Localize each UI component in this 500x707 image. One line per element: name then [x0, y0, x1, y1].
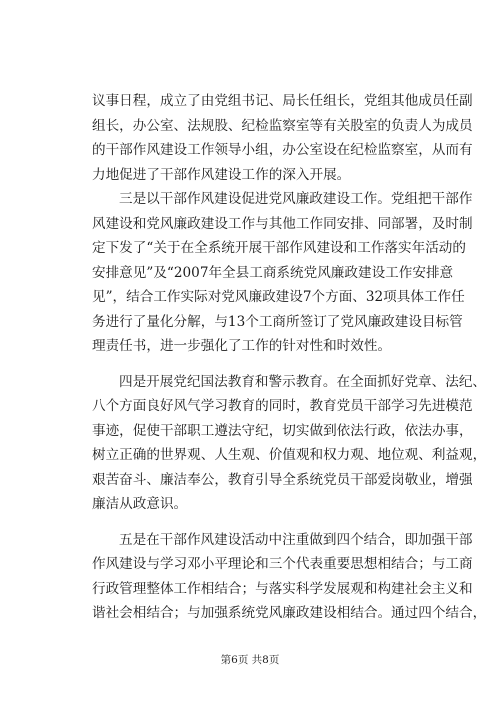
text-line: 议事日程，成立了由党组书记、局长任组长，党组其他成员任副	[92, 93, 473, 109]
text-line: 三是以干部作风建设促进党风廉政建设工作。党组把干部作	[119, 191, 473, 207]
text-line: 事迹，促使干部职工遵法守纪，切实做到依法行政，依法办事，	[92, 422, 473, 439]
text-line: 安排意见”及“2007年全县工商系统党风廉政建设工作安排意	[92, 264, 454, 281]
paragraph-leading-continuation	[92, 89, 473, 187]
text-line: 风建设和党风廉政建设工作与其他工作同安排、同部署，及时制	[92, 215, 473, 232]
text-line: 组长，办公室、法规股、纪检监察室等有关股室的负责人为成员	[92, 117, 473, 134]
page-number-footer: 第6页 共8页	[220, 654, 280, 666]
paragraph-five	[92, 528, 487, 626]
text-line: 廉洁从政意识。	[92, 496, 188, 512]
text-line: 定下发了“关于在全系统开展干部作风建设和工作落实年活动的	[92, 240, 466, 256]
text-line: 树立正确的世界观、人生观、价值观和权力观、地位观、利益观，	[92, 447, 487, 463]
text-line: 务进行了量化分解，与13个工商所签订了党风廉政建设目标管	[92, 313, 463, 330]
text-line: 力地促进了干部作风建设工作的深入开展。	[92, 166, 351, 183]
text-line: 八个方面良好风气学习教育的同时，教育党员干部学习先进模范	[92, 398, 473, 414]
text-line: 见”，结合工作实际对党风廉政建设7个方面、32项具体工作任	[92, 289, 465, 305]
paragraph-three	[92, 187, 473, 359]
text-line: 作风建设与学习邓小平理论和三个代表重要思想相结合；与工商	[92, 556, 473, 572]
text-line: 的干部作风建设工作领导小组，办公室设在纪检监察室，从而有	[92, 142, 473, 158]
text-line: 行政管理整体工作相结合；与落实科学发展观和构建社会主义和	[92, 580, 473, 597]
text-line: 艰苦奋斗、廉洁奉公，教育引导全系统党员干部爱岗敬业，增强	[92, 471, 473, 488]
text-line: 四是开展党纪国法教育和警示教育。在全面抓好党章、法纪、	[119, 373, 487, 390]
document-body	[92, 89, 487, 626]
paragraph-four	[92, 370, 487, 517]
text-line: 五是在干部作风建设活动中注重做到四个结合，即加强干部	[119, 531, 473, 548]
text-line: 理责任书，进一步强化了工作的针对性和时效性。	[92, 338, 392, 354]
text-line: 谐社会相结合；与加强系统党风廉政建设相结合。通过四个结合，	[92, 605, 487, 621]
